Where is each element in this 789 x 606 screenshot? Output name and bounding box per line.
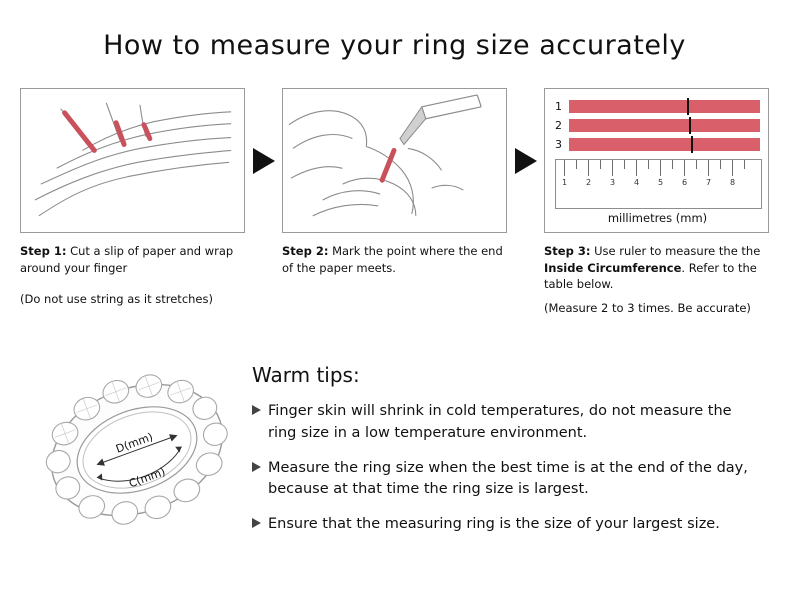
eternity-ring-diagram xyxy=(30,350,245,550)
hand-marking-paper-icon xyxy=(283,89,506,233)
step-2-label: Step 2: xyxy=(282,244,329,258)
bottom-section xyxy=(0,345,789,595)
measured-strips xyxy=(555,99,760,156)
step-1 xyxy=(20,88,245,306)
tip-item xyxy=(252,458,772,502)
tip-text: Finger skin will shrink in cold temperatures, do not measure the ring size in a low temperature environment. xyxy=(268,403,732,441)
arrow-1-to-2 xyxy=(245,88,282,233)
step-2-text: Mark the point where the end of the paper meets. xyxy=(282,244,503,275)
arrow-right-icon xyxy=(515,148,537,174)
step-1-caption xyxy=(20,243,248,276)
step-3-caption xyxy=(544,243,772,293)
step-1-note: (Do not use string as it stretches) xyxy=(20,292,213,307)
ruler-label: 7 xyxy=(706,178,712,187)
step-3-note: (Measure 2 to 3 times. Be accurate) xyxy=(544,301,751,316)
step-2-illustration xyxy=(282,88,507,233)
step-3-text-b: . Refer to the table below. xyxy=(544,260,757,292)
step-3 xyxy=(544,88,769,315)
tip-text: Ensure that the measuring ring is the size of your largest size. xyxy=(268,516,720,532)
ruler-label: 1 xyxy=(562,178,568,187)
strip-row xyxy=(555,137,760,152)
page-title: How to measure your ring size accurately xyxy=(103,30,686,61)
ruler-label: 6 xyxy=(682,178,688,187)
steps-row xyxy=(20,88,769,315)
step-3-label: Step 3: xyxy=(544,244,591,258)
diameter-label: D(mm) xyxy=(114,430,155,456)
warm-tips xyxy=(252,363,772,549)
triangle-bullet-icon xyxy=(252,458,268,472)
strip-row xyxy=(555,99,760,114)
triangle-bullet-icon xyxy=(252,514,268,528)
ruler-label: 5 xyxy=(658,178,664,187)
ruler-label: 3 xyxy=(610,178,616,187)
paper-strip-bar xyxy=(569,119,760,132)
paper-strip-bar xyxy=(569,138,760,151)
tip-item xyxy=(252,514,772,536)
circumference-label: C(mm) xyxy=(127,465,168,491)
arrow-2-to-3 xyxy=(507,88,544,233)
tip-text: Measure the ring size when the best time is at the end of the day, because at that time the ring size is largest. xyxy=(268,459,748,498)
ruler-label: 8 xyxy=(730,178,736,187)
step-2 xyxy=(282,88,507,276)
ruler-label: 4 xyxy=(634,178,640,187)
warm-tips-heading: Warm tips: xyxy=(252,363,360,387)
hand-with-paper-strip-icon xyxy=(21,89,244,233)
ruler-label: 2 xyxy=(586,178,592,187)
step-1-illustration xyxy=(20,88,245,233)
strip-number: 2 xyxy=(555,119,562,132)
ruler xyxy=(555,159,762,209)
strip-row xyxy=(555,118,760,133)
triangle-bullet-icon xyxy=(252,401,268,415)
step-2-caption xyxy=(282,243,510,276)
step-1-text: Cut a slip of paper and wrap around your finger xyxy=(20,244,234,275)
step-3-text-bold: Inside Circumference xyxy=(544,260,682,275)
step-3-illustration xyxy=(544,88,769,233)
step-3-text-a: Use ruler to measure the the xyxy=(590,244,761,258)
step-1-label: Step 1: xyxy=(20,244,67,258)
tip-item xyxy=(252,401,772,445)
strip-number: 3 xyxy=(555,138,562,151)
paper-strip-bar xyxy=(569,100,760,113)
ruler-unit-caption: millimetres (mm) xyxy=(607,211,708,225)
arrow-right-icon xyxy=(253,148,275,174)
strip-number: 1 xyxy=(555,100,562,113)
